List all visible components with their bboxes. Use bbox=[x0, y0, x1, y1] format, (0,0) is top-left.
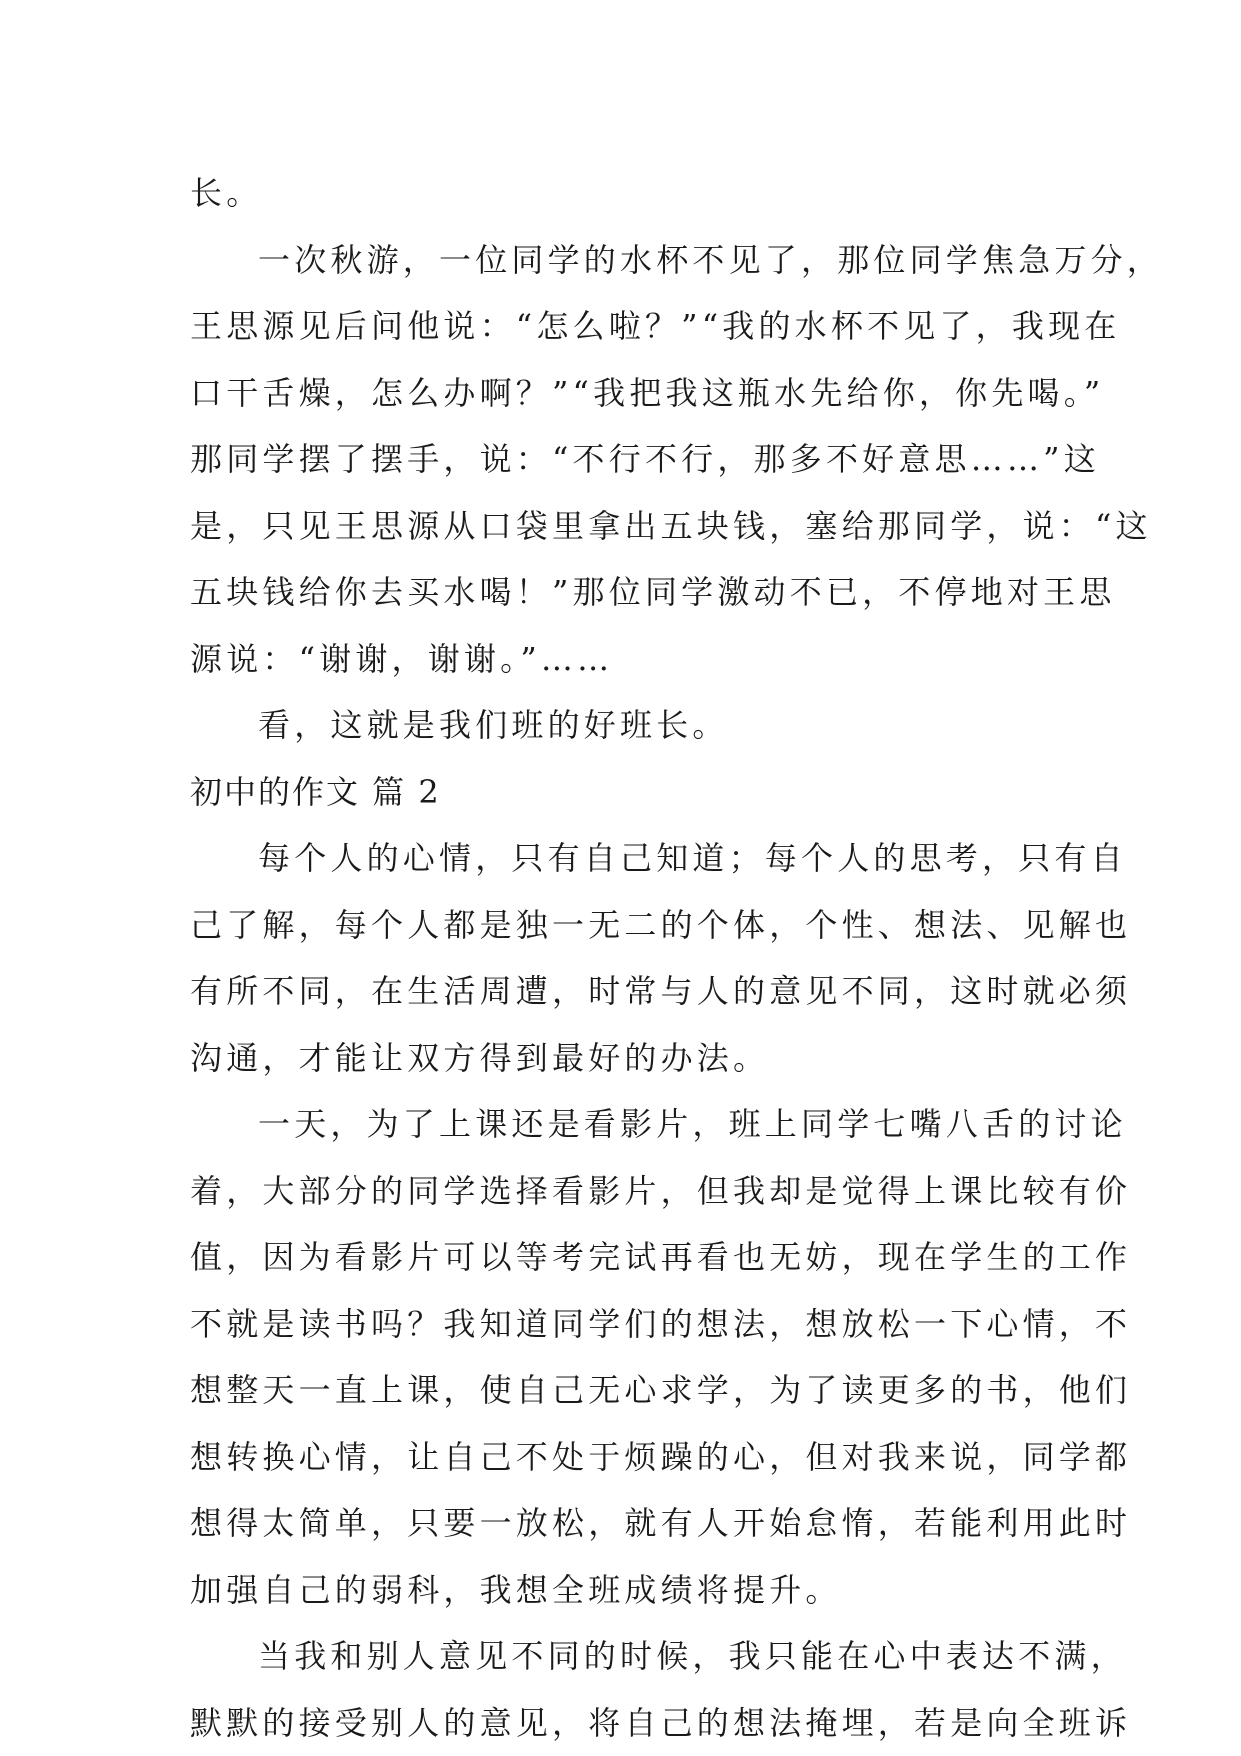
text-line: 值，因为看影片可以等考完试再看也无妨，现在学生的工作 bbox=[190, 1224, 1050, 1291]
paragraph-conclusion bbox=[190, 692, 1050, 759]
paragraph-continuation bbox=[190, 160, 1050, 227]
text-line: 想得太简单，只要一放松，就有人开始怠惰，若能利用此时 bbox=[190, 1490, 1050, 1557]
text-line: 想转换心情，让自己不处于烦躁的心，但对我来说，同学都 bbox=[190, 1424, 1050, 1491]
paragraph-class-debate bbox=[190, 1091, 1050, 1623]
text-line: 一天，为了上课还是看影片，班上同学七嘴八舌的讨论 bbox=[190, 1091, 1050, 1158]
text-line: 沟通，才能让双方得到最好的办法。 bbox=[190, 1025, 1050, 1092]
text-line: 是，只见王思源从口袋里拿出五块钱，塞给那同学，说：“这 bbox=[190, 493, 1050, 560]
text-line: 长。 bbox=[190, 160, 1050, 227]
text-line: 口干舌燥，怎么办啊？”“我把我这瓶水先给你，你先喝。” bbox=[190, 360, 1050, 427]
paragraph-disagreement bbox=[190, 1623, 1050, 1756]
section-heading bbox=[190, 759, 1050, 826]
text-line: 有所不同，在生活周遭，时常与人的意见不同，这时就必须 bbox=[190, 958, 1050, 1025]
text-line: 一次秋游，一位同学的水杯不见了，那位同学焦急万分， bbox=[190, 227, 1050, 294]
document-page bbox=[190, 160, 1050, 1756]
text-line: 源说：“谢谢，谢谢。”…… bbox=[190, 626, 1050, 693]
text-line: 每个人的心情，只有自己知道；每个人的思考，只有自 bbox=[190, 825, 1050, 892]
text-line: 当我和别人意见不同的时候，我只能在心中表达不满， bbox=[190, 1623, 1050, 1690]
text-line: 着，大部分的同学选择看影片，但我却是觉得上课比较有价 bbox=[190, 1158, 1050, 1225]
text-line: 不就是读书吗？我知道同学们的想法，想放松一下心情，不 bbox=[190, 1291, 1050, 1358]
text-line: 五块钱给你去买水喝！”那位同学激动不已，不停地对王思 bbox=[190, 559, 1050, 626]
text-line: 默默的接受别人的意见，将自己的想法掩埋，若是向全班诉 bbox=[190, 1690, 1050, 1756]
section-title: 初中的作文 篇 2 bbox=[190, 759, 1050, 826]
text-line: 加强自己的弱科，我想全班成绩将提升。 bbox=[190, 1557, 1050, 1624]
text-line: 王思源见后问他说：“怎么啦？”“我的水杯不见了，我现在 bbox=[190, 293, 1050, 360]
text-line: 看，这就是我们班的好班长。 bbox=[190, 692, 1050, 759]
paragraph-mood bbox=[190, 825, 1050, 1091]
paragraph-autumn-trip bbox=[190, 227, 1050, 693]
text-line: 那同学摆了摆手，说：“不行不行，那多不好意思……”这 bbox=[190, 426, 1050, 493]
text-line: 己了解，每个人都是独一无二的个体，个性、想法、见解也 bbox=[190, 892, 1050, 959]
text-line: 想整天一直上课，使自己无心求学，为了读更多的书，他们 bbox=[190, 1357, 1050, 1424]
